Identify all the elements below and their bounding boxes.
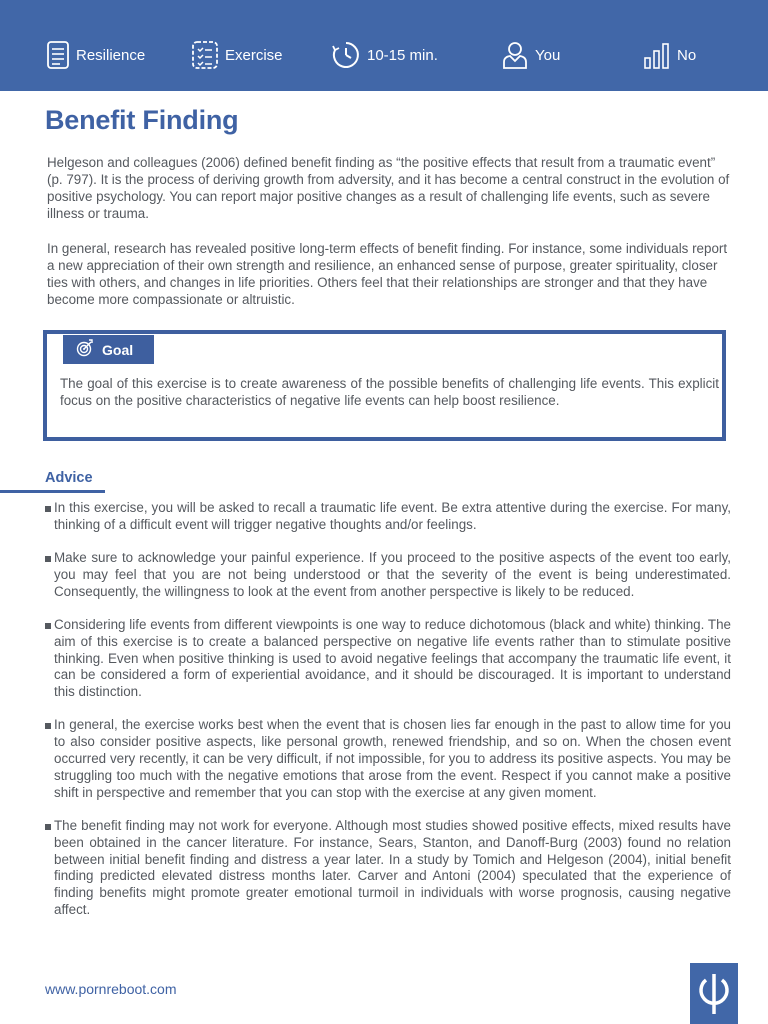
list-item [45,550,731,600]
goal-box [43,330,726,441]
meta-audience [501,39,560,71]
list-item-text: In general, the exercise works best when the event that is chosen lies far enough in the past to allow time for you to also consider positive aspects, like personal growth, renewed friendship, and so on. When the chosen event occurred very recently, it can be very difficult, if not impossible, for you to address its positive aspects. You may be struggling too much with the negative emotions that arose from the event. Respect if you cannot make a positive shift in perspective and remember that you can stop with the exercise at any given moment. [54,717,731,800]
bullet-square-icon [45,623,51,629]
meta-label: 10-15 min. [367,46,438,64]
clock-icon [331,40,361,70]
power-logo-icon [696,972,732,1021]
footer-link[interactable]: www.pornreboot.com [45,981,177,997]
advice-heading: Advice [45,470,93,486]
meta-type [191,39,283,71]
goal-tab [63,335,154,364]
meta-label: No [677,46,697,64]
page-title: Benefit Finding [45,105,239,135]
list-item-text: The benefit finding may not work for everyone. Although most studies showed positive effects, mixed results have been obtained in the cancer literature. For instance, Sears, Stanton, and Danoff-Burg (2003) found no relation between initial benefit finding and distress a year later. In a study by Tomich and Helgeson (2004), initial benefit finding predicted elevated distress months later. Carver and Antoni (2004) speculated that the experience of finding benefits might promote greater emotional turmoil in individuals with worse prognosis, causing negative affect. [54,817,731,917]
list-item-text: Considering life events from different viewpoints is one way to reduce dichotomous (black and white) thinking. The aim of this exercise is to create a balanced perspective on negative life events rather than to stimulate positive thinking. Even when positive thinking is used to avoid negative feelings that accompany the traumatic life event, it can be considered a form of experiential avoidance, and it should be discouraged. It is important to understand this distinction. [54,616,731,700]
meta-duration [331,39,438,71]
list-item-text: Make sure to acknowledge your painful experience. If you proceed to the positive aspects of the event too early, you may feel that you are not being understood or that the severity of the event is being underestimated. Consequently, the willingness to look at the event from another perspective is likely to be reduced. [54,550,731,599]
target-icon [76,339,94,360]
bullet-square-icon [45,556,51,562]
list-item [45,617,731,701]
list-item-text: In this exercise, you will be asked to recall a traumatic life event. Be extra attentive during the exercise. For many, thinking of a difficult event will trigger negative thoughts and/or feelings. [54,500,731,532]
meta-label: You [535,46,561,64]
list-item [45,717,731,801]
list-item [45,818,731,919]
meta-label: Resilience [76,46,146,64]
bullet-square-icon [45,824,51,830]
meta-topic [46,39,145,71]
bullet-square-icon [45,506,51,512]
checklist-icon [191,40,219,70]
meta-level [643,39,696,71]
brand-logo [690,963,738,1024]
meta-label: Exercise [225,46,283,64]
bullet-square-icon [45,723,51,729]
person-icon [501,40,529,70]
goal-text: The goal of this exercise is to create awareness of the possible benefits of challenging life events. This explicit focus on the positive characteristics of negative life events can help boost resilience. [60,376,719,408]
intro-paragraph: Helgeson and colleagues (2006) defined benefit finding as “the positive effects that result from a traumatic event” (p. 797). It is the process of deriving growth from adversity, and it has become a central construct in the evolution of positive psychology. You can report major positive changes as a result of challenging life events, such as severe illness or trauma. [47,155,730,221]
list-item [45,500,731,534]
advice-underline [0,490,105,493]
advice-list [45,500,731,935]
document-lines-icon [46,40,70,70]
intro-paragraph: In general, research has revealed positive long-term effects of benefit finding. For instance, some individuals report a new appreciation of their own strength and resilience, an enhanced sense of purpose, greater spirituality, closer ties with others, and changes in life priorities. Others feel that their relationships are stronger and that they have become more compassionate or altruistic. [47,241,728,307]
bar-chart-icon [643,40,671,70]
header-bar [0,0,768,91]
goal-label: Goal [102,341,134,358]
